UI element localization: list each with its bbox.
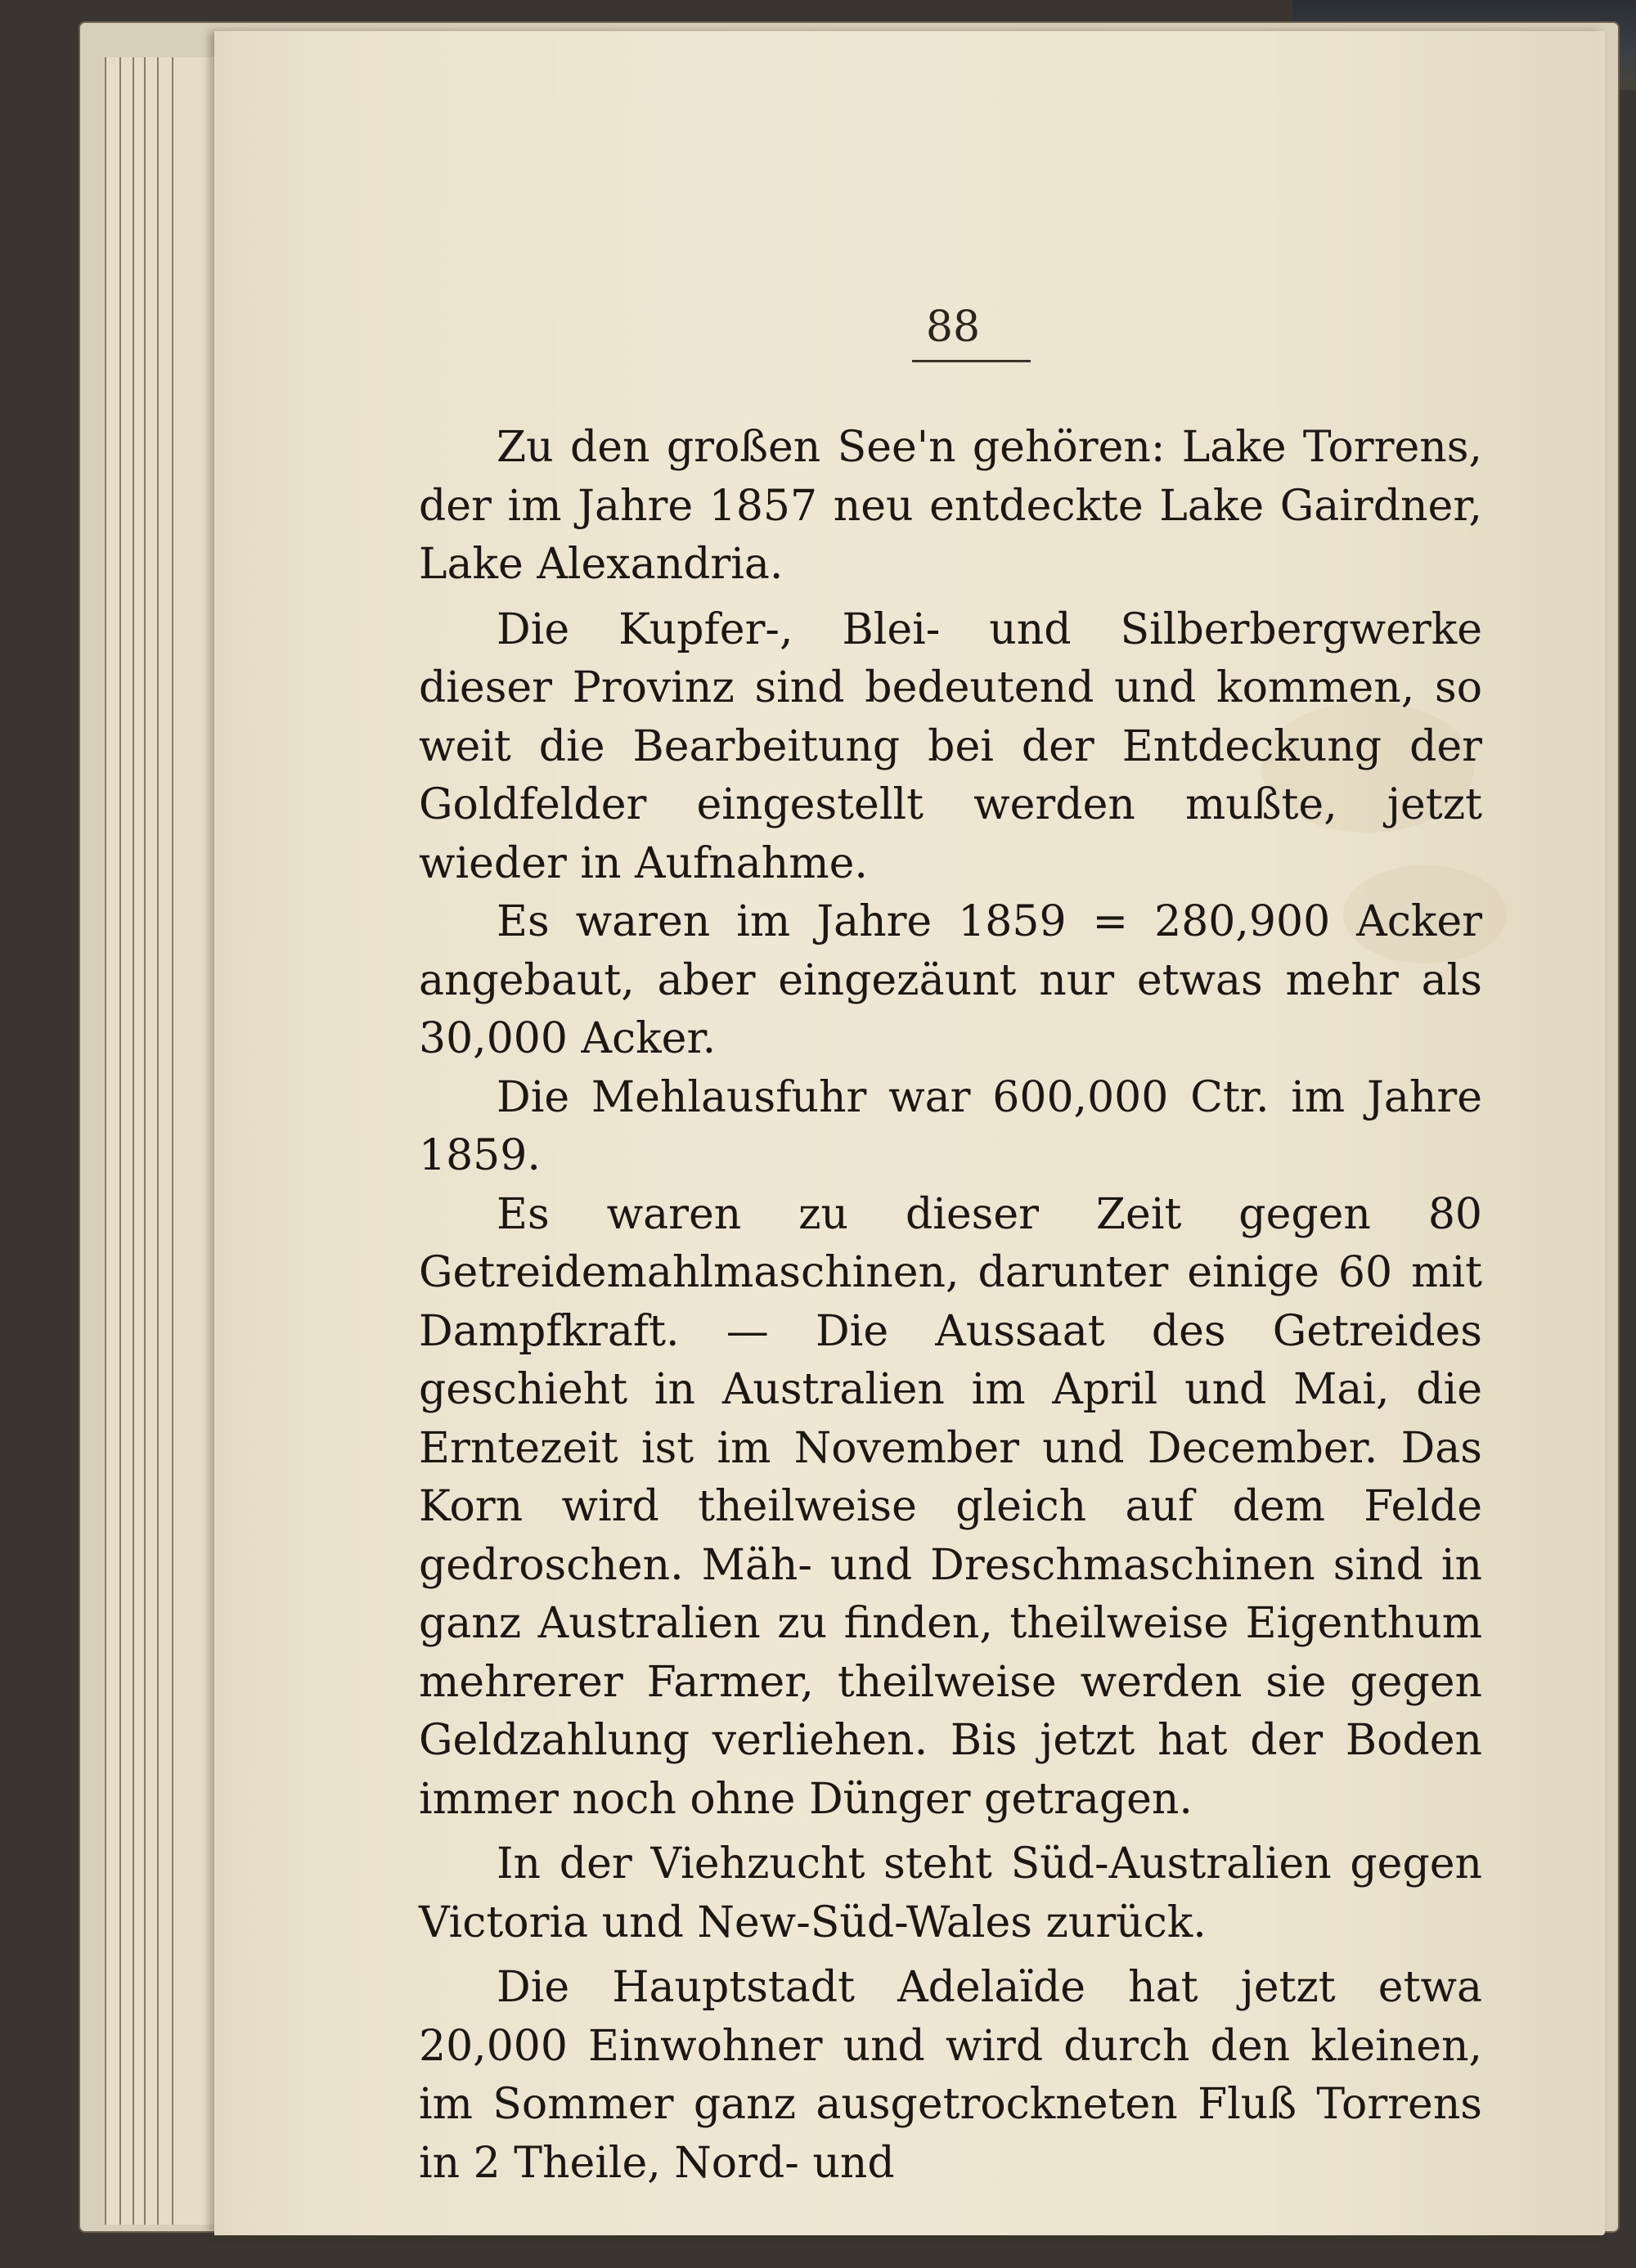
paragraph: In der Viehzucht steht Süd-Australien gegen Victoria und New-Süd-Wales zurück. xyxy=(419,1839,1482,1947)
body-text xyxy=(419,419,1482,2193)
paragraph: Zu den großen See'n gehören: Lake Torrens, der im Jahre 1857 neu entdeckte Lake Gairdner, Lake Alexandria. xyxy=(419,423,1482,589)
paragraph: Die Mehlausfuhr war 600,000 Ctr. im Jahre 1859. xyxy=(419,1072,1482,1180)
paragraph: Es waren zu dieser Zeit gegen 80 Getreidemahlmaschinen, darunter einige 60 mit Dampfkraft. — Die Aussaat des Getreides geschieht in Australien im April und Mai, die Erntezeit ist im November und December. Das Korn wird theilweise gleich auf dem Felde gedroschen. Mäh- und Dreschmaschinen sind in ganz Australien zu finden, theilweise Eigenthum mehrerer Farmer, theilweise werden sie gegen Geldzahlung verliehen. Bis jetzt hat der Boden immer noch ohne Dünger getragen. xyxy=(419,1189,1482,1824)
paragraph: Die Kupfer-, Blei- und Silberbergwerke dieser Provinz sind bedeutend und kommen, so weit die Bearbeitung bei der Entdeckung der Goldfelder eingestellt werden mußte, jetzt wieder in Aufnahme. xyxy=(419,604,1482,888)
page-number-rule xyxy=(912,360,1031,362)
page-number: 88 xyxy=(925,303,981,352)
paragraph: Es waren im Jahre 1859 = 280,900 Acker angebaut, aber eingezäunt nur etwas mehr als 30,000 Acker. xyxy=(419,897,1482,1063)
paragraph: Die Hauptstadt Adelaïde hat jetzt etwa 20,000 Einwohner und wird durch den kleinen, im Sommer ganz ausgetrockneten Fluß Torrens in 2 Theile, Nord- und xyxy=(419,1963,1482,2188)
